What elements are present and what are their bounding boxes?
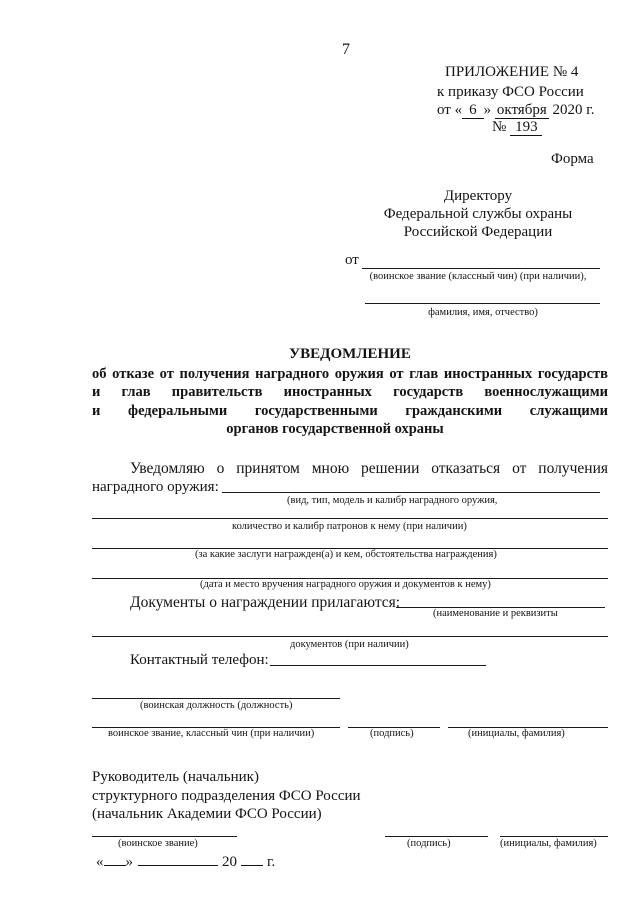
date-month-blank[interactable] xyxy=(138,854,218,866)
manager-title-line-1: Руководитель (начальник) xyxy=(92,769,259,785)
manager-date xyxy=(96,854,275,870)
documents-label: Документы о награждении прилагаются: xyxy=(130,594,401,611)
weapon-caption: (вид, тип, модель и калибр наградного оружия, xyxy=(287,495,498,506)
manager-rank-caption: (воинское звание) xyxy=(118,838,198,849)
documents-field-2[interactable] xyxy=(92,636,608,637)
handover-caption: (дата и место вручения наградного оружия и документов к нему) xyxy=(200,579,491,590)
ammo-field[interactable] xyxy=(92,518,608,519)
initials-caption: (инициалы, фамилия) xyxy=(468,728,565,739)
manager-initials-field[interactable] xyxy=(500,836,608,837)
sender-name-field[interactable] xyxy=(365,303,600,304)
phone-label: Контактный телефон: xyxy=(130,652,269,668)
position-field[interactable] xyxy=(92,698,340,699)
date-century: 20 xyxy=(222,854,237,870)
manager-initials-caption: (инициалы, фамилия) xyxy=(500,838,597,849)
sender-rank-caption: (воинское звание (классный чин) (при наличии), xyxy=(369,271,587,282)
addressee-line-2: Федеральной службы охраны xyxy=(383,206,573,222)
manager-title-line-2: структурного подразделения ФСО России xyxy=(92,788,361,804)
sender-rank-field[interactable] xyxy=(362,268,600,269)
position-caption: (воинская должность (должность) xyxy=(140,700,293,711)
notice-subtitle-line-4: органов государственной охраны xyxy=(226,421,444,437)
order-number-value: 193 xyxy=(510,120,542,136)
order-date-day: 6 xyxy=(462,103,484,119)
order-reference: к приказу ФСО России xyxy=(437,84,584,100)
form-label: Форма xyxy=(551,151,594,167)
signature-caption: (подпись) xyxy=(370,728,414,739)
merit-caption: (за какие заслуги награжден(а) и кем, обстоятельства награждения) xyxy=(195,549,497,560)
addressee-line-1: Директору xyxy=(443,188,513,204)
phone-field[interactable] xyxy=(270,665,486,666)
documents-caption: (наименование и реквизиты xyxy=(433,608,558,619)
date-quote-open: « xyxy=(96,854,104,870)
sender-name-caption: фамилия, имя, отчество) xyxy=(428,307,538,318)
order-number xyxy=(492,120,542,136)
order-date-quote-close: » xyxy=(483,102,492,118)
ammo-caption: количество и калибр патронов к нему (при наличии) xyxy=(232,521,467,532)
order-number-label: № xyxy=(492,119,507,135)
manager-signature-caption: (подпись) xyxy=(407,838,451,849)
notice-subtitle-line-3: и федеральными государственными гражданскими служащими xyxy=(92,403,608,419)
page-number: 7 xyxy=(342,41,350,58)
date-quote-close: » xyxy=(125,854,133,870)
notice-subtitle-line-2: и глав правительств иностранных государств военнослужащими xyxy=(92,384,608,400)
manager-signature-field[interactable] xyxy=(385,836,488,837)
order-date-year: 2020 г. xyxy=(552,102,595,118)
order-date xyxy=(437,103,594,119)
order-date-prefix: от « xyxy=(437,102,463,118)
weapon-label: наградного оружия: xyxy=(92,479,219,495)
appendix-title: ПРИЛОЖЕНИЕ № 4 xyxy=(445,64,579,80)
sender-from-label: от xyxy=(345,252,359,268)
manager-title-line-3: (начальник Академии ФСО России) xyxy=(92,806,322,822)
documents-caption-2: документов (при наличии) xyxy=(290,639,409,650)
addressee-line-3: Российской Федерации xyxy=(403,224,553,240)
rank-caption: воинское звание, классный чин (при наличии) xyxy=(108,728,315,739)
notice-subtitle-line-1: об отказе от получения наградного оружия от глав иностранных государств xyxy=(92,366,608,382)
date-day-blank[interactable] xyxy=(104,854,126,866)
date-year-blank[interactable] xyxy=(241,854,263,866)
weapon-field[interactable] xyxy=(222,492,600,493)
order-date-month: октября xyxy=(496,102,547,118)
manager-rank-field[interactable] xyxy=(92,836,237,837)
notice-title: УВЕДОМЛЕНИЕ xyxy=(289,346,411,362)
notice-intro: Уведомляю о принятом мною решении отказаться от получения xyxy=(130,460,608,477)
date-year-suffix: г. xyxy=(267,854,276,870)
